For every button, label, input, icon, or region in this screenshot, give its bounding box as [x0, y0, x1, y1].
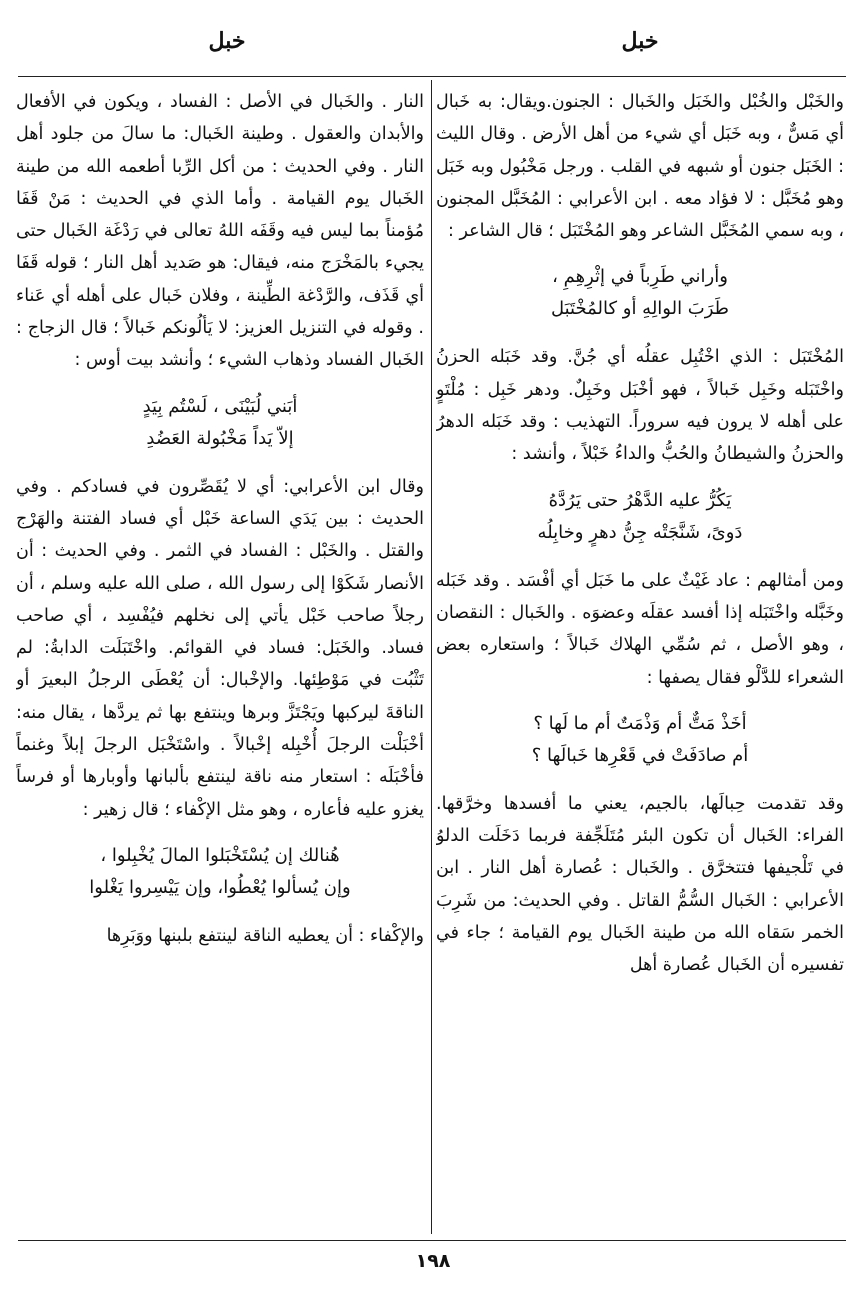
verse-line: دَوىً، شَنَّجَتْه جِنُّ دهرٍ وخابِلُه — [537, 521, 743, 543]
verse-line: أخَذْ مَتٌّ أم وَذْمَتٌ أم ما لَها ؟ — [533, 712, 747, 734]
verse-line: أم صادَفَتْ في قَعْرِها خَبالَها ؟ — [531, 744, 749, 766]
left-paragraph-2: وقال ابن الأعرابي: أي لا يُقَصِّرون في فسادكم . وفي الحديث : بين يَدَي الساعة خَبْل أي فساد الفتنة والهَرْج والقتل . والخَبْل : الفساد في الثمر . وفي الحديث : أن الأنصار شَكَوْا إلى رسول الله ، صلى الله عليه وسلم ، أن رجلاً صاحب خَبْل يأتي إلى نخلهم فيُفْسِد ، أي صاحب فساد. والخَبَل: فساد في القوائم. واخْتَبَلَت الدابةُ: لم تَثْبُت في مَوْطِئها. والإخْبال: أن يُعْطَى الرجلُ البعيرَ أو الناقةَ ليركبها ويَجْتَزَّ وبرها وينتفع بها ثم يردَّها ، يقال منه: أخْبَلْت الرجلَ أُخْبِله إخْبالاً . واسْتَخْبَل الرجلَ إبلاً وغنماً فأخْبَلَه : استعار منه ناقة لينتفع بألبانها وأوبارها أو فرساً يغزو عليه فأعاره ، وهو مثل الإكْفاء ؛ قال زهير : — [16, 476, 424, 820]
right-verse-1 — [436, 261, 844, 325]
right-paragraph-2: المُخْتَبَل : الذي اخْتُبِل عقلُه أي جُنَّ. وقد خَبَله الحزنُ واخْتَبَله وخَبِل خَبالاً ، فهو أخْبَل وخَبِلٌ. ودهر خَبِل : مُلْتَوٍ على أهله لا يرون فيه سروراً. التهذيب : وقد خَبَله الدهرُ والحزنُ والشيطانُ والحُبُّ والداءُ خَبْلاً ، وأنشد : — [436, 347, 844, 465]
left-column — [16, 86, 424, 1231]
left-verse-1 — [16, 391, 424, 455]
header-keyword-left: خبل — [208, 28, 246, 54]
left-paragraph-1: النار . والخَبال في الأصل : الفساد ، ويكون في الأفعال والأبدان والعقول . وطينة الخَبال: ما سالَ من جلود أهل النار . وفي الحديث : من أكل الرِّبا أطعمه الله من طينة الخَبال يوم القيامة . وأما الذي في الحديث : مَنْ قَفَا مُؤمناً بما ليس فيه وقَفَه اللهُ تعالى في رَدْغَة الخَبال حتى يجيء بالمَخْرَج منه، فيقال: هو صَديد أهل النار ؛ قوله قَفَا أي قَذَف، والرَّدْغة الطِّينة ، وفلان خَبال على أهله أي عَناء . وقوله في التنزيل العزيز: لا يَألُونكم خَبالاً ؛ قال الزجاج : الخَبال الفساد وذهاب الشيء ؛ وأنشد بيت أوس : — [16, 92, 424, 371]
right-verse-3 — [436, 708, 844, 772]
column-divider — [431, 80, 432, 1234]
right-verse-2 — [436, 485, 844, 549]
left-verse-2 — [16, 840, 424, 904]
right-paragraph-4: وقد تقدمت حِبالَها، بالجيم، يعني ما أفسدها وخرَّقها. الفراء: الخَبال أن تكون البئر مُتَلَجِّفة فربما دَخَلَت الدلوُ في تَلْجيفها فتتخرَّق . والخَبال : عُصارة أهل النار . ابن الأعرابي : الخَبال السُّمُّ القاتل . وفي الحديث: من شَرِبَ الخمر سَقاه الله من طينة الخَبال يوم القيامة ؛ جاء في تفسيره أن الخَبال عُصارة أهل — [436, 793, 844, 976]
right-paragraph-3: ومن أمثالهم : عاد غَيْثٌ على ما خَبَل أي أفْسَد . وقد خَبَله وخَبَّله واخْتَبَله إذا أفسد عقلَه وعضوَه . والخَبال : النقصان ، وهو الأصل ، ثم سُمِّي الهلاك خَبالاً ؛ واستعاره بعض الشعراء للدَّلْو فقال يصفها : — [436, 570, 844, 688]
verse-line: إلاّ يَداً مَخْبُولة العَضُدِ — [146, 427, 294, 449]
verse-line: يَكُرُّ عليه الدَّهْرُ حتى يَرُدَّهُ — [548, 489, 732, 511]
top-rule — [18, 76, 846, 77]
left-paragraph-3: والإكْفاء : أن يعطيه الناقة لينتفع بلبنها ووَبَرِها — [106, 925, 424, 946]
right-paragraph-1: والخَبْل والخُبْل والخَبَل والخَبال : الجنون.ويقال: به خَبال أي مَسٌّ ، وبه خَبَل أي شيء من أهل الأرض . وقال الليث : الخَبَل جنون أو شبهه في القلب . ورجل مَخْبُول وبه خَبَل وهو مُخَبَّل : لا فؤاد معه . ابن الأعرابي : المُخَبَّل المجنون ، وبه سمي المُخَبَّل الشاعر وهو المُخْتَبَل ؛ قال الشاعر : — [436, 92, 844, 242]
verse-line: وأراني طَرِباً في إثْرِهِمِ ، — [552, 266, 728, 288]
header-keyword-right: خبل — [621, 28, 659, 54]
verse-line: وإن يُسألوا يُعْطُوا، وإن يَيْسِروا يَغْلوا — [89, 876, 351, 898]
verse-line: أبَني لُبَيْنَى ، لَسْتُم بِيَدٍ — [142, 395, 298, 417]
verse-line: هُنالك إن يُسْتَخْبَلوا المالَ يُخْبِلوا ، — [100, 844, 340, 866]
right-column — [436, 86, 844, 1231]
bottom-rule — [18, 1240, 846, 1241]
verse-line: طَرَبَ الوالِهِ أو كالمُخْتَبَل — [550, 298, 730, 320]
page-number: ١٩٨ — [415, 1250, 451, 1272]
